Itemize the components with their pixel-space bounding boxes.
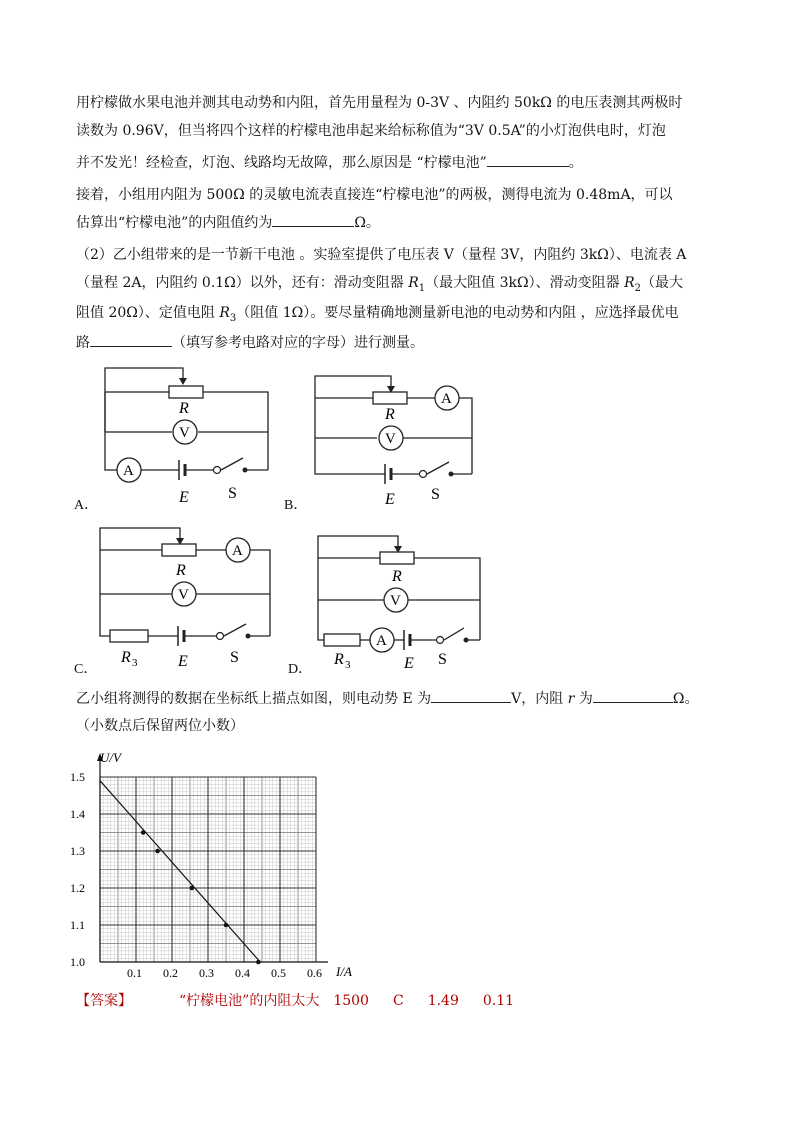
question-line-10-a: 乙小组将测得的数据在坐标纸上描点如图，则电动势 E 为 — [76, 691, 432, 707]
option-c-label[interactable]: C． — [74, 662, 98, 677]
tick-labels — [70, 770, 322, 980]
answer-tag: 【答案】 — [76, 993, 132, 1009]
question-line-9-a: 路 — [76, 335, 90, 351]
question-line-3 — [76, 152, 736, 175]
circuit-c-s-label: S — [230, 649, 239, 666]
question-line-1: 用柠檬做水果电池并测其电动势和内阻，首先用量程为 0-3V 、内阻约 50kΩ 的电压表测其两极时 — [76, 95, 683, 111]
x-tick-label: 0.3 — [199, 966, 214, 980]
answer-4: 1.49 — [427, 993, 459, 1009]
circuit-c-a-meter: A — [232, 543, 243, 559]
y-tick-label: 1.4 — [70, 807, 85, 821]
x-tick-label: 0.2 — [163, 966, 178, 980]
symbol-r1-sub: 1 — [418, 282, 426, 294]
option-b-label[interactable]: B． — [284, 498, 308, 513]
y-axis-label: U/V — [100, 750, 121, 765]
question-line-10-d: Ω。 — [672, 691, 699, 707]
data-point — [256, 960, 261, 965]
question-line-8-b: （阻值 1Ω）。要尽量精确地测量新电池的电动势和内阻 ，应选择最优电 — [236, 305, 679, 321]
y-tick-label: 1.1 — [70, 918, 85, 932]
circuit-a-s-label: S — [228, 485, 237, 502]
circuit-b-r-label: R — [385, 406, 395, 423]
option-d-label[interactable]: D． — [288, 662, 313, 677]
symbol-r2-sub: 2 — [634, 282, 641, 294]
circuit-d-a-meter: A — [376, 633, 387, 649]
question-line-7-c: （最大 — [641, 275, 683, 291]
question-line-10-b: V，内阻 — [511, 691, 568, 707]
question-line-5-text: 估算出“柠檬电池”的内阻值约为 — [76, 215, 273, 231]
fit-line-group — [100, 781, 260, 962]
circuit-b-s-label: S — [431, 486, 440, 503]
circuit-b-a-meter: A — [441, 391, 452, 407]
question-line-9 — [76, 332, 736, 355]
fit-line — [100, 781, 260, 962]
question-line-8-a: 阻值 20Ω）、定值电阻 — [76, 305, 220, 321]
u-i-graph — [70, 742, 370, 982]
circuit-d — [308, 530, 493, 672]
question-line-2: 读数为 0.96V，但当将四个这样的柠檬电池串起来给标称值为“3V 0.5A”的小灯泡供电时，灯泡 — [76, 123, 666, 139]
symbol-r3-sub: 3 — [229, 312, 237, 324]
answer-blank-3[interactable] — [90, 332, 172, 347]
answer-1: “柠檬电池”的内阻太大 — [179, 993, 320, 1009]
circuit-c-r3-sub: 3 — [132, 657, 138, 669]
y-tick-label: 1.0 — [70, 955, 85, 969]
question-line-10 — [76, 688, 756, 711]
data-point — [224, 923, 229, 928]
answer-blank-5[interactable] — [593, 688, 673, 703]
data-point — [155, 849, 160, 854]
circuit-a-a-meter: A — [123, 463, 134, 479]
question-line-5 — [76, 212, 736, 235]
x-tick-label: 0.4 — [235, 966, 250, 980]
circuit-a-v-meter: V — [179, 425, 190, 441]
question-line-7-a: （量程 2A，内阻约 0.1Ω）以外，还有：滑动变阻器 — [76, 275, 409, 291]
circuit-b-e-label: E — [385, 491, 395, 508]
y-tick-label: 1.2 — [70, 881, 85, 895]
circuit-c — [90, 522, 280, 672]
question-line-6: （2）乙小组带来的是一节新干电池 。实验室提供了电压表 V（量程 3V，内阻约 3kΩ）、电流表 A — [76, 247, 687, 263]
circuit-c-r3-label: R — [121, 649, 131, 666]
question-line-9-b: （填写参考电路对应的字母）进行测量。 — [172, 335, 424, 351]
answer-2: 1500 — [333, 993, 369, 1009]
circuit-d-s-label: S — [438, 651, 447, 668]
y-tick-label: 1.5 — [70, 770, 85, 784]
symbol-r1: R — [408, 275, 419, 291]
answer-5: 0.11 — [482, 993, 515, 1009]
question-line-11: （小数点后保留两位小数） — [76, 718, 244, 734]
circuit-a — [95, 358, 280, 508]
symbol-r3: R — [219, 305, 230, 321]
circuit-b-v-meter: V — [385, 431, 396, 447]
option-a-label[interactable]: A． — [74, 498, 99, 513]
circuit-c-e-label: E — [178, 653, 188, 670]
answer-line — [76, 990, 514, 1010]
circuit-d-r3-label: R — [334, 651, 344, 668]
answer-blank-2[interactable] — [272, 212, 354, 227]
circuit-d-v-meter: V — [390, 593, 401, 609]
question-line-8 — [76, 302, 736, 330]
circuit-c-r-label: R — [176, 562, 186, 579]
question-line-4: 接着，小组用内阻为 500Ω 的灵敏电流表直接连“柠檬电池”的两极，测得电流为 0.48mA，可以 — [76, 187, 673, 203]
question-line-3-text: 并不发光！经检查，灯泡、线路均无故障，那么原因是 “柠檬电池” — [76, 155, 487, 171]
answer-3: C — [392, 993, 404, 1009]
answer-blank-4[interactable] — [431, 688, 511, 703]
x-tick-label: 0.5 — [271, 966, 286, 980]
question-line-7 — [76, 272, 736, 300]
question-line-5-unit: Ω。 — [354, 215, 380, 231]
question-line-3-end: 。 — [568, 155, 583, 171]
question-line-10-c: 为 — [574, 691, 593, 707]
symbol-r2: R — [624, 275, 635, 291]
data-point — [190, 886, 195, 891]
x-axis-label: I/A — [336, 964, 352, 979]
circuit-d-e-label: E — [404, 655, 414, 672]
x-tick-label: 0.6 — [307, 966, 322, 980]
circuit-b — [305, 370, 490, 510]
x-tick-label: 0.1 — [127, 966, 142, 980]
circuit-a-r-label: R — [179, 400, 189, 417]
question-line-7-b: （最大阻值 3kΩ）、滑动变阻器 — [425, 275, 625, 291]
circuit-d-r-label: R — [392, 568, 402, 585]
circuit-c-v-meter: V — [178, 587, 189, 603]
data-point — [141, 830, 146, 835]
y-tick-label: 1.3 — [70, 844, 85, 858]
answer-blank-1[interactable] — [487, 152, 569, 167]
circuit-a-e-label: E — [179, 489, 189, 506]
circuit-d-r3-sub: 3 — [345, 659, 351, 671]
symbol-r: r — [567, 691, 575, 707]
